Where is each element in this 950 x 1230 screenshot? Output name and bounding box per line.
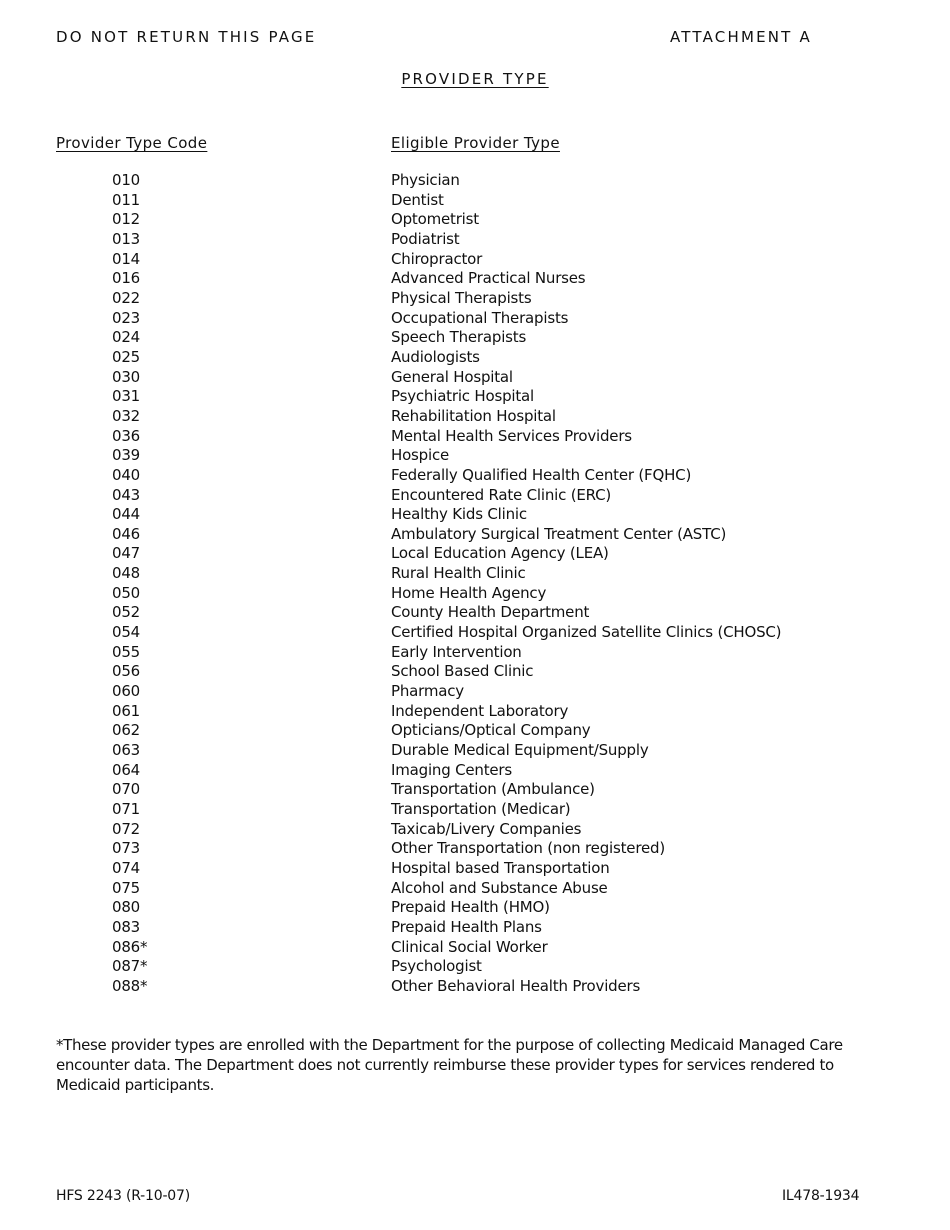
table-row: [0, 702, 950, 722]
provider-type-code: 022: [112, 288, 141, 307]
table-row: [0, 348, 950, 368]
footnote: *These provider types are enrolled with the Department for the purpose of collecting Medicaid Managed Care encounter data. The Department does not currently reimburse these provider types for services rendered to Medicaid participants.: [56, 1036, 843, 1094]
eligible-provider-type: Advanced Practical Nurses: [391, 269, 586, 288]
table-row: [0, 898, 950, 918]
provider-type-list: [0, 171, 950, 997]
eligible-provider-type: Hospital based Transportation: [391, 858, 610, 877]
table-row: [0, 210, 950, 230]
table-row: [0, 623, 950, 643]
provider-type-code: 043: [112, 485, 141, 504]
provider-type-code: 024: [112, 328, 141, 347]
table-row: [0, 918, 950, 938]
table-row: [0, 879, 950, 899]
table-row: [0, 721, 950, 741]
provider-type-code: 048: [112, 564, 141, 583]
form-code: IL478-1934: [782, 1188, 860, 1204]
table-row: [0, 780, 950, 800]
provider-type-code: 039: [112, 446, 141, 465]
eligible-provider-type: Imaging Centers: [391, 760, 513, 779]
table-row: [0, 368, 950, 388]
provider-type-code: 031: [112, 387, 141, 406]
table-row: [0, 977, 950, 997]
table-row: [0, 525, 950, 545]
eligible-provider-type: Transportation (Ambulance): [391, 780, 595, 799]
provider-type-code: 016: [112, 269, 141, 288]
provider-type-code: 050: [112, 583, 141, 602]
provider-type-code: 047: [112, 544, 141, 563]
provider-type-code: 046: [112, 524, 141, 543]
provider-type-code: 012: [112, 210, 141, 229]
eligible-provider-type: Other Behavioral Health Providers: [391, 976, 641, 995]
eligible-provider-type: Hospice: [391, 446, 450, 465]
eligible-provider-type: Psychiatric Hospital: [391, 387, 535, 406]
provider-type-code: 061: [112, 701, 141, 720]
eligible-provider-type: Pharmacy: [391, 682, 464, 701]
table-row: [0, 643, 950, 663]
table-row: [0, 820, 950, 840]
eligible-provider-type: Psychologist: [391, 957, 482, 976]
table-row: [0, 859, 950, 879]
table-row: [0, 564, 950, 584]
provider-type-code: 075: [112, 878, 141, 897]
eligible-provider-type: Federally Qualified Health Center (FQHC): [391, 465, 692, 484]
provider-type-code: 014: [112, 249, 141, 268]
provider-type-code: 080: [112, 898, 141, 917]
eligible-provider-type: Mental Health Services Providers: [391, 426, 632, 445]
table-row: [0, 328, 950, 348]
provider-type-code: 060: [112, 682, 141, 701]
provider-type-code: 055: [112, 642, 141, 661]
provider-type-code: 013: [112, 229, 141, 248]
provider-type-code: 086*: [112, 937, 148, 956]
provider-type-code: 044: [112, 505, 141, 524]
eligible-provider-type: Audiologists: [391, 347, 480, 366]
provider-type-code: 064: [112, 760, 141, 779]
table-row: [0, 446, 950, 466]
eligible-provider-type: Taxicab/Livery Companies: [391, 819, 582, 838]
provider-type-code: 070: [112, 780, 141, 799]
provider-type-code: 074: [112, 858, 141, 877]
provider-type-code: 011: [112, 190, 141, 209]
eligible-provider-type: Rehabilitation Hospital: [391, 406, 556, 425]
provider-type-code: 087*: [112, 957, 148, 976]
eligible-provider-type: County Health Department: [391, 603, 590, 622]
provider-type-code: 071: [112, 800, 141, 818]
provider-type-code: 056: [112, 662, 141, 681]
table-row: [0, 505, 950, 525]
table-row: [0, 603, 950, 623]
eligible-provider-type: Dentist: [391, 190, 444, 209]
eligible-provider-type: Encountered Rate Clinic (ERC): [391, 485, 612, 504]
eligible-provider-type: Optometrist: [391, 210, 479, 229]
eligible-provider-type: Alcohol and Substance Abuse: [391, 878, 608, 897]
eligible-provider-type: Independent Laboratory: [391, 701, 569, 720]
eligible-provider-type: Healthy Kids Clinic: [391, 505, 527, 524]
eligible-provider-type: Rural Health Clinic: [391, 564, 526, 583]
provider-type-code: 063: [112, 741, 141, 760]
table-row: [0, 682, 950, 702]
provider-type-code: 025: [112, 347, 141, 366]
eligible-provider-type: Transportation (Medicar): [391, 800, 571, 818]
eligible-provider-type: Prepaid Health (HMO): [391, 898, 550, 917]
eligible-provider-type: Physical Therapists: [391, 288, 532, 307]
eligible-provider-type: Other Transportation (non registered): [391, 839, 665, 858]
table-row: [0, 230, 950, 250]
eligible-provider-type: Home Health Agency: [391, 583, 547, 602]
eligible-provider-type: Prepaid Health Plans: [391, 917, 542, 936]
table-row: [0, 761, 950, 781]
eligible-provider-type: Occupational Therapists: [391, 308, 569, 327]
table-row: [0, 309, 950, 329]
eligible-provider-type: Chiropractor: [391, 249, 483, 268]
eligible-provider-type: School Based Clinic: [391, 662, 534, 681]
provider-type-code: 010: [112, 171, 141, 189]
page-title-text: PROVIDER TYPE: [401, 70, 549, 88]
table-row: [0, 839, 950, 859]
provider-type-code: 032: [112, 406, 141, 425]
table-row: [0, 269, 950, 289]
eligible-provider-type: Speech Therapists: [391, 328, 527, 347]
do-not-return-notice: DO NOT RETURN THIS PAGE: [56, 28, 317, 46]
eligible-provider-type: Physician: [391, 171, 460, 189]
table-row: [0, 191, 950, 211]
table-row: [0, 466, 950, 486]
table-row: [0, 387, 950, 407]
eligible-provider-type: Local Education Agency (LEA): [391, 544, 609, 563]
eligible-provider-type: Durable Medical Equipment/Supply: [391, 741, 649, 760]
eligible-provider-type: Certified Hospital Organized Satellite Clinics (CHOSC): [391, 623, 782, 642]
provider-type-code: 072: [112, 819, 141, 838]
code-column-header: Provider Type Code: [56, 134, 208, 152]
table-row: [0, 407, 950, 427]
table-row: [0, 741, 950, 761]
attachment-label: ATTACHMENT A: [670, 28, 812, 46]
table-row: [0, 800, 950, 820]
table-row: [0, 427, 950, 447]
provider-type-code: 083: [112, 917, 141, 936]
table-row: [0, 486, 950, 506]
provider-type-code: 054: [112, 623, 141, 642]
page-title: [0, 70, 950, 88]
provider-type-code: 023: [112, 308, 141, 327]
provider-type-code: 040: [112, 465, 141, 484]
eligible-provider-type: Opticians/Optical Company: [391, 721, 591, 740]
table-row: [0, 662, 950, 682]
table-row: [0, 289, 950, 309]
table-row: [0, 938, 950, 958]
eligible-provider-type: Early Intervention: [391, 642, 522, 661]
eligible-provider-type: Ambulatory Surgical Treatment Center (ASTC): [391, 524, 727, 543]
table-row: [0, 584, 950, 604]
provider-type-code: 088*: [112, 976, 148, 995]
table-row: [0, 171, 950, 191]
type-column-header: Eligible Provider Type: [391, 134, 560, 152]
table-row: [0, 250, 950, 270]
eligible-provider-type: General Hospital: [391, 367, 513, 386]
provider-type-code: 030: [112, 367, 141, 386]
form-number: HFS 2243 (R-10-07): [56, 1188, 190, 1204]
provider-type-code: 062: [112, 721, 141, 740]
table-row: [0, 957, 950, 977]
eligible-provider-type: Podiatrist: [391, 229, 460, 248]
eligible-provider-type: Clinical Social Worker: [391, 937, 548, 956]
provider-type-code: 036: [112, 426, 141, 445]
provider-type-code: 052: [112, 603, 141, 622]
provider-type-code: 073: [112, 839, 141, 858]
table-row: [0, 544, 950, 564]
